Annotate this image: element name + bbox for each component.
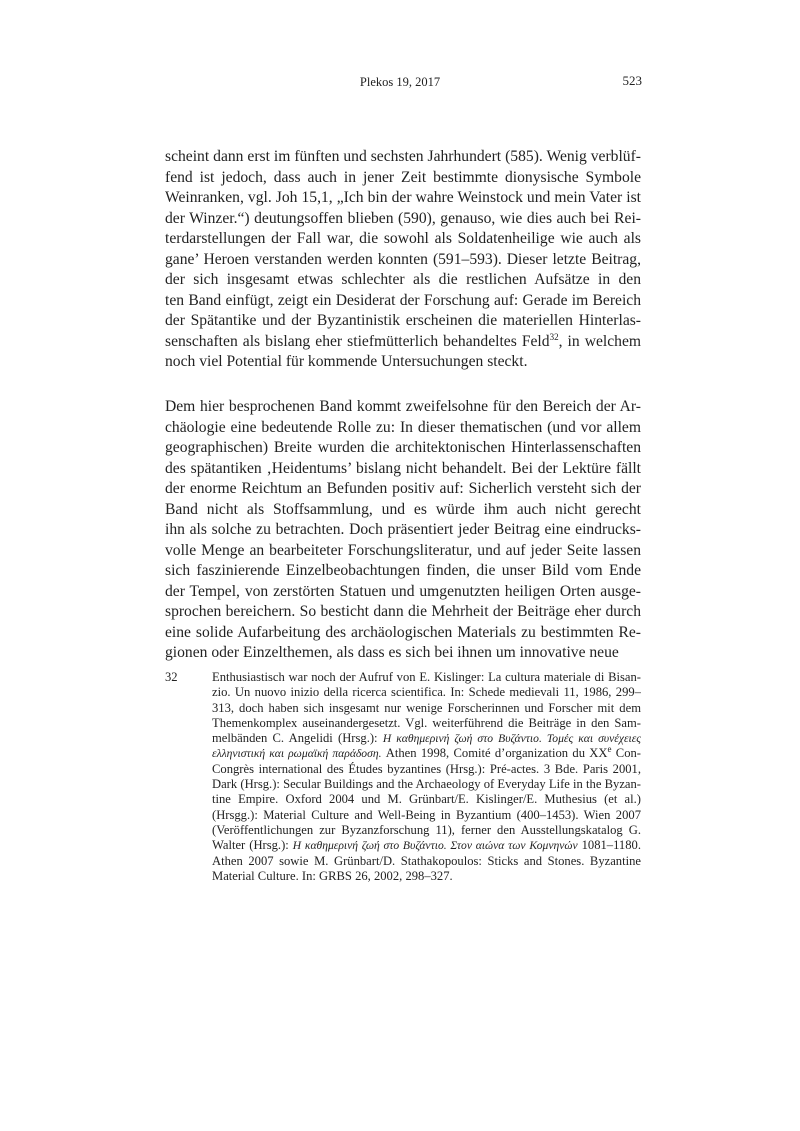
footnote-number: 32: [165, 670, 178, 684]
text-line: [165, 332, 641, 353]
text-span: 1081–1180.: [577, 838, 641, 853]
footnote-line: [212, 731, 641, 746]
text-line: geographischen) Breite wurden die architektonischen Hinterlassenschaften: [165, 439, 641, 456]
text-span: Walter (Hrsg.):: [212, 838, 293, 853]
text-span: Athen 1998, Comité d’organization du XX: [381, 746, 608, 761]
text-line: volle Menge an bearbeiteter Forschungsliteratur, und auf jeder Seite lassen: [165, 541, 641, 559]
footnote-line: Dark (Hrsg.): Secular Buildings and the Archaeology of Everyday Life in the Byzan-: [212, 777, 641, 792]
text-span: melbänden C. Angelidi (Hrsg.):: [212, 731, 383, 746]
text-line: eine solide Aufarbeitung des archäologischen Materials zu bestimmten Re-: [165, 623, 641, 641]
footnote-line: tine Empire. Oxford 2004 und M. Grünbart/E. Kislinger/E. Muthesius (et al.): [212, 792, 641, 807]
text-line: terdarstellungen der Fall war, die sowohl als Soldatenheilige wie auch als: [165, 230, 641, 247]
text-span: senschaften als bislang eher stiefmütterlich behandeltes Feld: [165, 332, 550, 350]
footnote-line: Congrès international des Études byzantines (Hrsg.): Pré-actes. 3 Bde. Paris 2001,: [212, 761, 641, 776]
text-line: Weinranken, vgl. Joh 15,1, „Ich bin der wahre Weinstock und mein Vater ist: [165, 189, 641, 206]
text-line: des spätantiken ‚Heidentums’ bislang nicht behandelt. Bei der Lektüre fällt: [165, 459, 641, 477]
text-line: der Spätantike und der Byzantinistik erscheinen die materiellen Hinterlas-: [165, 312, 641, 329]
footnote-line: Themenkomplex auseinandergesetzt. Vgl. weiterführend die Beiträge in den Sam-: [212, 715, 641, 730]
footnote-line: (Veröffentlichungen zur Byzanzforschung 11), ferner den Ausstellungskatalog G.: [212, 822, 641, 837]
footnote-line: 313, doch haben sich insgesamt nur wenige Forscherinnen und Forscher mit dem: [212, 700, 641, 715]
footnote-line: Athen 2007 sowie M. Grünbart/D. Stathakopoulos: Sticks and Stones. Byzantine: [212, 853, 641, 868]
footnote-line: [212, 746, 641, 761]
greek-title: ελληνιστική και ρωμαϊκή παράδοση.: [212, 747, 382, 761]
text-line: sich faszinierende Einzelbeobachtungen finden, die unser Bild vom Ende: [165, 562, 641, 579]
footnote-line: zio. Un nuovo inizio della ricerca scientifica. In: Schede medievali 11, 1986, 299–: [212, 685, 641, 700]
greek-title: Η καθημερινή ζωή στο Βυζάντιο. Στον αιώνα των Κομνηνών: [292, 839, 578, 853]
text-line: gionen oder Einzelthemen, als dass es sich bei ihnen um innovative neue: [165, 644, 619, 661]
footnote-line: Material Culture. In: GRBS 26, 2002, 298–327.: [212, 868, 453, 883]
page-number: 523: [622, 73, 642, 88]
paragraph-2: [165, 397, 641, 664]
text-line: ten Band einfügt, zeigt ein Desiderat der Forschung auf: Gerade im Bereich: [165, 291, 641, 309]
text-line: Band nicht als Stoffsammlung, und es würde ihm auch nicht gerecht: [165, 500, 641, 518]
text-line: der sich insgesamt etwas schlechter als die restlichen Aufsätze in den: [165, 271, 641, 288]
paragraph-1: [165, 147, 641, 373]
superscript: e: [607, 746, 612, 755]
footnote-line: (Hrsgg.): Material Culture and Well-Being in Byzantium (400–1453). Wien 2007: [212, 807, 641, 822]
text-line: der Tempel, von zerstörten Statuen und umgenutzten heiligen Orten ausge-: [165, 582, 641, 600]
footnote-ref: 32: [549, 331, 559, 342]
text-span: Con-: [611, 746, 641, 761]
running-header: Plekos 19, 2017: [359, 75, 441, 89]
footnote-line: Enthusiastisch war noch der Aufruf von E. Kislinger: La cultura materiale di Bisan-: [212, 670, 641, 684]
footnote-text: [212, 670, 641, 884]
greek-title: Η καθημερινή ζωή στο Βυζάντιο. Τομές και συνέχειες: [382, 732, 641, 746]
text-line: der enorme Reichtum an Befunden positiv auf: Sicherlich versteht sich der: [165, 480, 641, 497]
text-line: ihn als solche zu betrachten. Doch präsentiert jeder Beitrag eine eindrucks-: [165, 521, 641, 538]
text-line: sprochen bereichern. So besticht dann die Mehrheit der Beiträge eher durch: [165, 603, 641, 620]
text-line: gane’ Heroen verstanden werden konnten (591–593). Dieser letzte Beitrag,: [165, 250, 641, 268]
text-line: fend ist jedoch, dass auch in jener Zeit bestimmte dionysische Symbole: [165, 168, 641, 186]
text-line: scheint dann erst im fünften und sechsten Jahrhundert (585). Wenig verblüf-: [165, 148, 641, 165]
text-line: der Winzer.“) deutungsoffen blieben (590), genauso, wie dies auch bei Rei-: [165, 209, 641, 227]
text-span: , in welchem: [558, 332, 641, 350]
text-line: Dem hier besprochenen Band kommt zweifelsohne für den Bereich der Ar-: [165, 398, 641, 415]
text-line: chäologie eine bedeutende Rolle zu: In dieser thematischen (und vor allem: [165, 418, 641, 436]
text-line: noch viel Potential für kommende Untersuchungen steckt.: [165, 353, 528, 370]
footnote-line: [212, 838, 641, 853]
